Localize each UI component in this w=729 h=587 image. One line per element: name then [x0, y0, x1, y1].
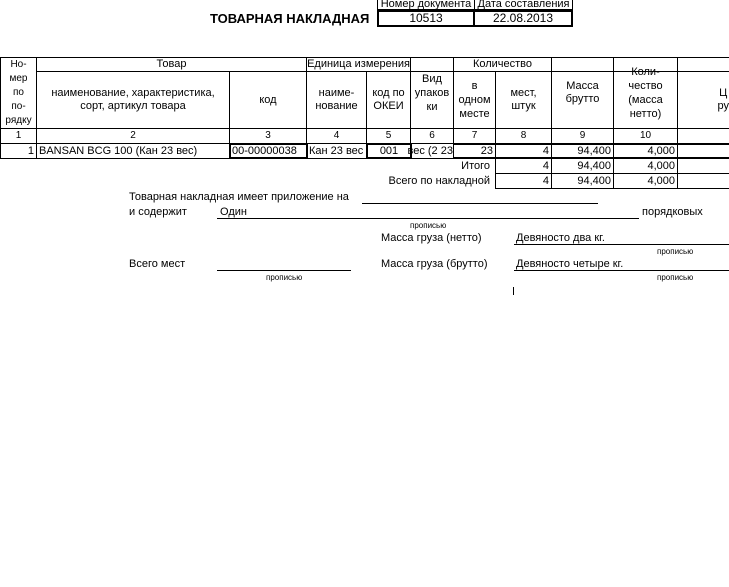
- doc-number-header: Номер документа: [377, 0, 475, 10]
- col-number-header: Но- мер по по- рядку: [5, 59, 32, 126]
- col-num-4: 4: [333, 130, 340, 141]
- goods-code-header: код: [259, 93, 277, 106]
- row-pack-type: 23 вес (2: [407, 145, 453, 157]
- unit-okei-header: код по ОКЕИ: [372, 87, 405, 112]
- gross-weight-label: Масса груза (брутто): [381, 258, 488, 270]
- row-number: 1: [27, 145, 34, 157]
- row-in-one: 23: [480, 145, 493, 157]
- grand-places: 4: [542, 175, 549, 187]
- col-num-9: 9: [579, 130, 586, 141]
- doc-date-header: Дата составления: [474, 0, 573, 10]
- grand-gross: 94,400: [577, 175, 611, 187]
- row-places: 4: [542, 145, 549, 157]
- qty-places-header: мест, штук: [510, 87, 537, 112]
- net-weight-label: Масса груза (нетто): [381, 232, 482, 244]
- net-header: Коли- чество (масса нетто): [628, 66, 663, 120]
- grand-total-label: Всего по накладной: [388, 175, 490, 187]
- col-num-7: 7: [471, 130, 478, 141]
- goods-name-header: наименование, характеристика, сорт, артикул товара: [51, 87, 215, 112]
- row-goods-name: BANSAN BCG 100 (Кан 23 вес): [39, 145, 198, 157]
- total-places-label: Всего мест: [129, 258, 186, 270]
- col-num-3: 3: [265, 130, 271, 141]
- price-header-cut: Ц ру: [717, 87, 729, 112]
- row-gross: 94,400: [577, 145, 611, 157]
- col-num-8: 8: [520, 130, 527, 141]
- col-num-6: 6: [429, 130, 435, 141]
- net-weight-value: Девяносто два кг.: [516, 232, 605, 244]
- ordinal-label: порядковых: [642, 206, 703, 218]
- pack-type-header: Вид упаков ки: [414, 73, 450, 113]
- contains-label: и содержит: [129, 206, 187, 218]
- doc-date: 22.08.2013: [473, 10, 573, 27]
- unit-name-header: наиме- нование: [315, 87, 358, 112]
- total-label: Итого: [461, 160, 490, 172]
- total-net: 4,000: [647, 160, 675, 172]
- col-num-2: 2: [130, 130, 136, 141]
- propisyu-note-4: прописью: [657, 273, 694, 282]
- qty-one-header: в одном месте: [458, 80, 491, 120]
- group-goods-header: Товар: [156, 58, 187, 70]
- row-okei: 001: [379, 144, 399, 157]
- total-places: 4: [542, 160, 549, 172]
- row-net: 4,000: [647, 145, 675, 157]
- gross-header: Масса брутто: [565, 80, 600, 105]
- page-title: ТОВАРНАЯ НАКЛАДНАЯ: [210, 11, 370, 26]
- col-num-1: 1: [15, 130, 22, 141]
- col-num-10: 10: [639, 130, 652, 141]
- group-unit-header: Единица измерения: [307, 58, 410, 70]
- appendix-label: Товарная накладная имеет приложение на: [129, 191, 349, 203]
- propisyu-note-3: прописью: [266, 273, 303, 282]
- row-goods-code: 00-00000038: [232, 145, 297, 157]
- propisyu-note-1: прописью: [410, 221, 447, 230]
- gross-weight-value: Девяносто четыре кг.: [516, 258, 624, 270]
- col-num-5: 5: [385, 130, 392, 141]
- row-unit-name: Кан 23 вес: [309, 145, 364, 157]
- grand-net: 4,000: [647, 175, 675, 187]
- doc-number: 10513: [377, 10, 475, 27]
- group-qty-header: Количество: [472, 58, 533, 70]
- total-gross: 94,400: [577, 160, 611, 172]
- propisyu-note-2: прописью: [657, 247, 694, 256]
- contains-value: Один: [220, 206, 247, 218]
